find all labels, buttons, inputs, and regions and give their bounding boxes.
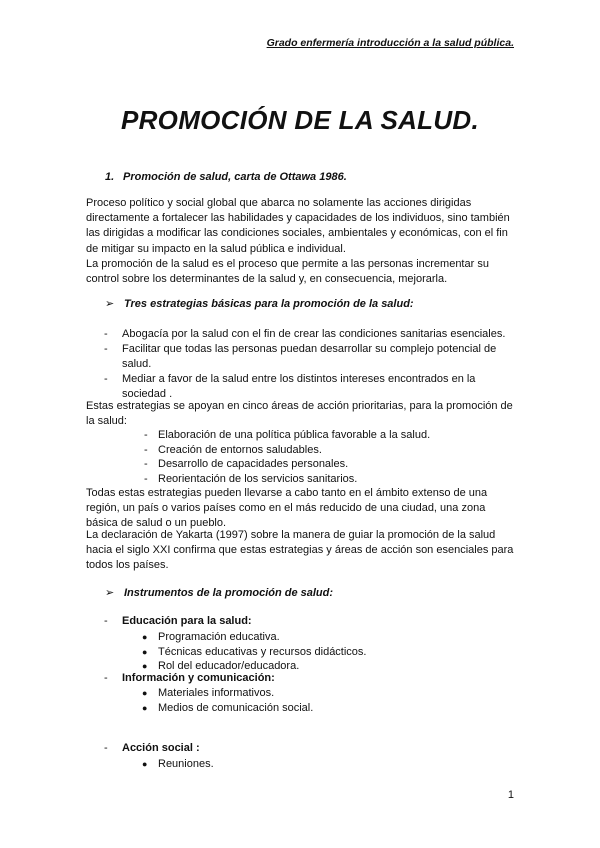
instruments-heading — [105, 586, 333, 599]
list-item: - Creación de entornos saludables. — [144, 443, 322, 456]
instrument-group-title: - Educación para la salud: — [104, 615, 252, 627]
paragraph-areas-intro: Estas estrategias se apoyan en cinco áreas de acción prioritarias, para la promoción de la salud: — [86, 400, 513, 428]
bullet-icon: ● — [142, 702, 148, 713]
instrument-items — [142, 757, 214, 772]
instrument-items — [142, 686, 313, 715]
list-item: ● Reuniones. — [142, 758, 214, 770]
paragraph-definition: Proceso político y social global que abarca no solamente las acciones dirigidas directamente a fortalecer las habilidades y capacidades de los individuos, sino también las dirigidas a modificar las condiciones sociales, ambientales y económicas, con el fin de mitigar su impacto en la salud pública e individual. — [86, 197, 510, 255]
list-item: - Abogacía por la salud con el fin de crear las condiciones sanitarias esenciales. — [104, 328, 506, 340]
page-title: PROMOCIÓN DE LA SALUD. — [120, 105, 480, 135]
list-item: - Mediar a favor de la salud entre los distintos intereses encontrados en la sociedad . — [104, 373, 476, 400]
list-item: - Elaboración de una política pública favorable a la salud. — [144, 429, 431, 441]
instrument-group-title: - Información y comunicación: — [104, 672, 275, 684]
list-item: ● Rol del educador/educadora. — [142, 660, 300, 672]
paragraph-promotion: La promoción de la salud es el proceso que permite a las personas incrementar su control sobre los determinantes de la salud y, en consecuencia, mejorarla. — [86, 258, 489, 286]
arrow-bullet-icon: ➢ — [105, 298, 115, 310]
dash-marker: - — [104, 615, 108, 627]
areas-list — [144, 428, 504, 486]
instrument-group-title: - Acción social : — [104, 742, 200, 754]
list-item: ● Materiales informativos. — [142, 687, 275, 699]
dash-marker: - — [144, 429, 148, 441]
bullet-icon: ● — [142, 646, 148, 657]
bullet-icon: ● — [142, 632, 148, 642]
strategies-heading — [105, 297, 414, 310]
dash-marker: - — [104, 343, 108, 355]
list-item: - Reorientación de los servicios sanitarios. — [144, 472, 358, 485]
dash-marker: - — [104, 742, 108, 754]
section-heading-text: Promoción de salud, carta de Ottawa 1986. — [123, 171, 347, 183]
dash-marker: - — [104, 672, 108, 684]
bullet-icon: ● — [142, 661, 148, 671]
paragraph-yakarta: La declaración de Yakarta (1997) sobre la manera de guiar la promoción de la salud hacia el siglo XXI confirma que estas estrategias y áreas de acción son esenciales para todos los países. — [86, 529, 514, 572]
strategies-list — [104, 327, 514, 402]
list-item: ● Técnicas educativas y recursos didácticos. — [142, 645, 367, 658]
dash-marker: - — [104, 328, 108, 340]
section-heading-1 — [105, 171, 347, 183]
dash-marker: - — [144, 443, 148, 456]
strategies-heading-text: Tres estrategias básicas para la promoción de la salud: — [124, 298, 414, 310]
dash-marker: - — [104, 373, 108, 385]
dash-marker: - — [144, 472, 148, 485]
bullet-icon: ● — [142, 759, 148, 769]
dash-marker: - — [144, 458, 148, 471]
list-item: - Facilitar que todas las personas puedan desarrollar su complejo potencial de salud. — [104, 343, 497, 370]
bullet-icon: ● — [142, 688, 148, 698]
instrument-items — [142, 630, 366, 674]
running-header: Grado enfermería introducción a la salud pública. — [266, 37, 514, 49]
instruments-heading-text: Instrumentos de la promoción de salud: — [124, 587, 334, 599]
list-item: - Desarrollo de capacidades personales. — [144, 458, 349, 471]
arrow-bullet-icon: ➢ — [105, 587, 115, 599]
page-number: 1 — [507, 789, 514, 801]
section-number: 1. — [105, 171, 115, 183]
paragraph-scope: Todas estas estrategias pueden llevarse a cabo tanto en el ámbito extenso de una región, un país o varios países como en el más reducido de una ciudad, una zona básica de salud o un pueblo. — [86, 487, 488, 530]
list-item: ● Medios de comunicación social. — [142, 701, 314, 714]
list-item: ● Programación educativa. — [142, 631, 280, 643]
